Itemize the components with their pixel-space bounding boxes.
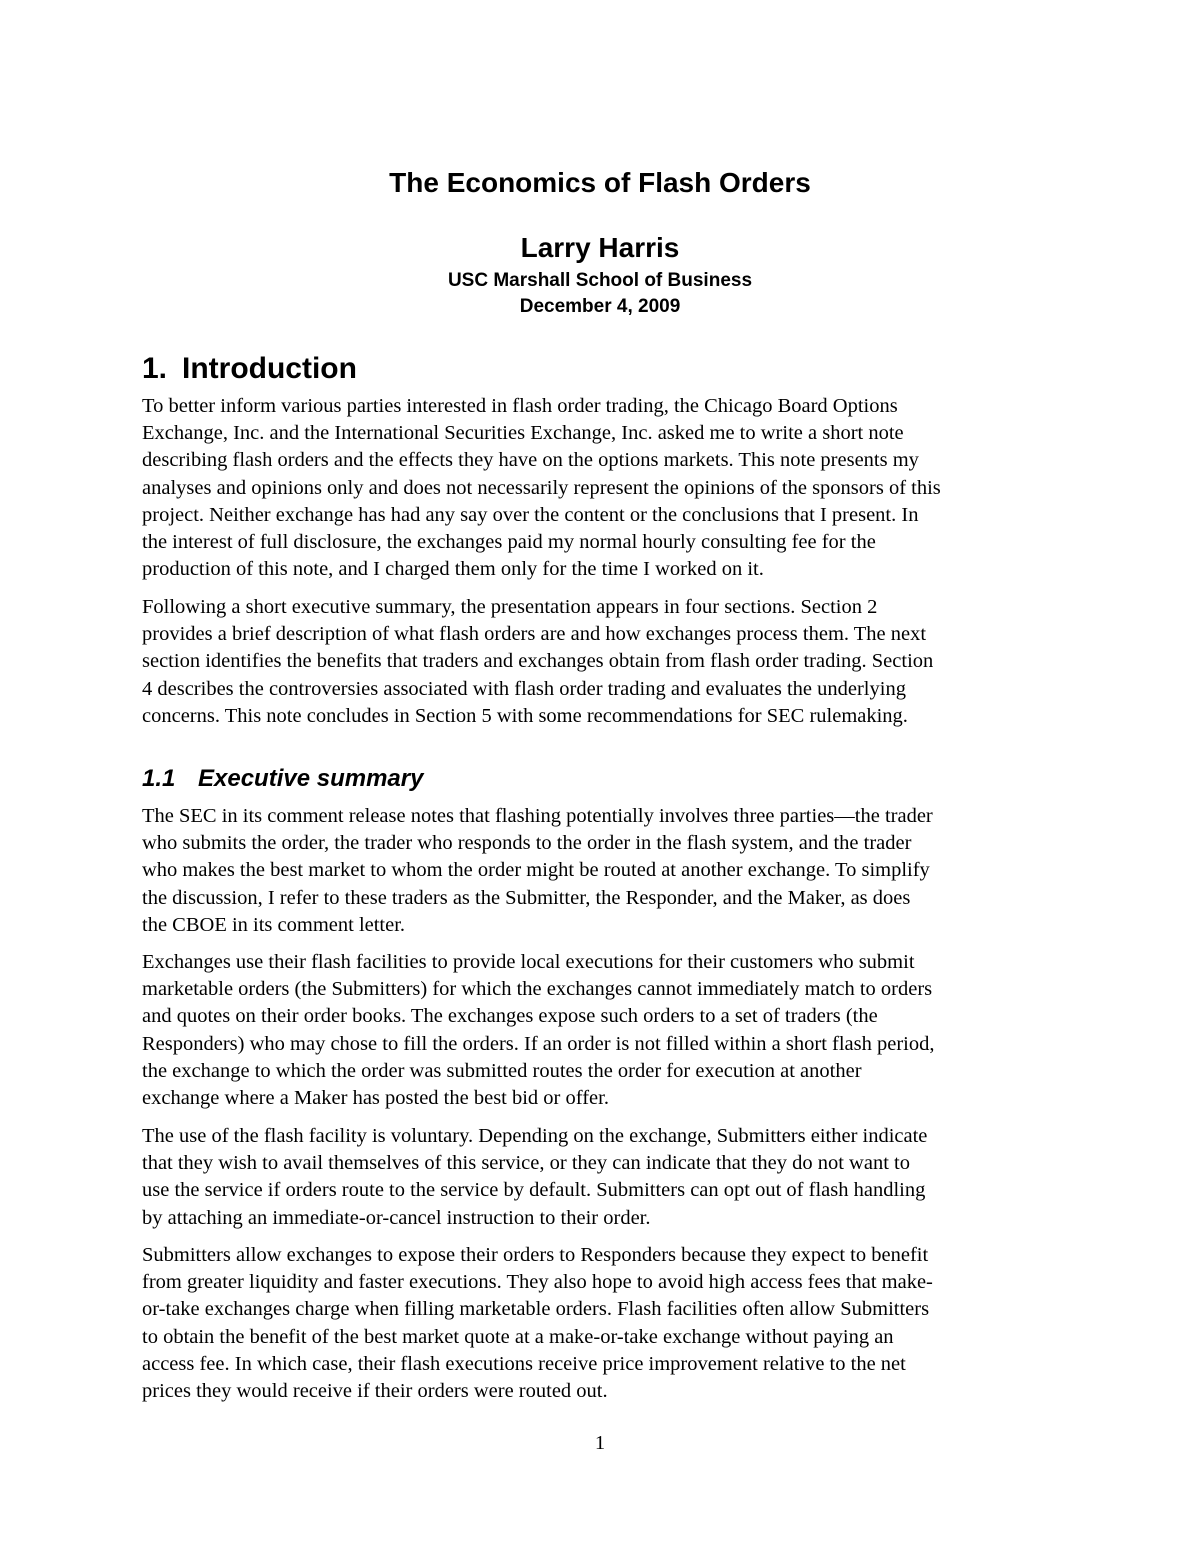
section-number: 1. [142, 352, 168, 385]
subsection-number: 1.1 [142, 765, 176, 792]
text-line: that they wish to avail themselves of this service, or they can indicate that they do not want to [142, 1152, 910, 1175]
subsection-heading-executive-summary [142, 764, 423, 794]
text-line: Submitters allow exchanges to expose their orders to Responders because they expect to benefit [142, 1244, 929, 1266]
text-line: use the service if orders route to the service by default. Submitters can opt out of flash handling [142, 1179, 926, 1202]
text-line: production of this note, and I charged them only for the time I worked on it. [142, 558, 764, 581]
author-name: Larry Harris [520, 232, 680, 263]
paragraph [142, 393, 1062, 583]
text-line: the CBOE in its comment letter. [142, 913, 406, 936]
text-line: Responders) who may chose to fill the orders. If an order is not filled within a short flash period, [142, 1032, 935, 1055]
text-line: 4 describes the controversies associated with flash order trading and evaluates the underlying [142, 677, 906, 700]
text-line: The use of the flash facility is voluntary. Depending on the exchange, Submitters either indicate [142, 1125, 928, 1147]
paragraph [142, 803, 1062, 939]
paragraph [142, 594, 1062, 730]
text-line: Exchanges use their flash facilities to provide local executions for their customers who submit [142, 951, 915, 973]
text-line: the exchange to which the order was submitted routes the order for execution at another [142, 1059, 862, 1082]
text-line: analyses and opinions only and does not necessarily represent the opinions of the sponsors of this [142, 476, 941, 499]
text-line: from greater liquidity and faster executions. They also hope to avoid high access fees that make- [142, 1271, 933, 1294]
text-line: prices they would receive if their orders were routed out. [142, 1379, 608, 1402]
text-line: project. Neither exchange has had any say over the content or the conclusions that I present. In [142, 503, 919, 526]
section-title: Introduction [182, 352, 357, 385]
paragraph [142, 1242, 1062, 1405]
document-date: December 4, 2009 [519, 296, 681, 317]
text-line: who makes the best market to whom the order might be routed at another exchange. To simplify [142, 859, 930, 882]
text-line: To better inform various parties interested in flash order trading, the Chicago Board Options [142, 395, 898, 417]
section-heading-introduction [142, 351, 357, 387]
text-line: the interest of full disclosure, the exchanges paid my normal hourly consulting fee for the [142, 530, 876, 553]
text-line: Exchange, Inc. and the International Securities Exchange, Inc. asked me to write a short note [142, 422, 904, 445]
page-number: 1 [594, 1432, 606, 1454]
text-line: to obtain the benefit of the best market quote at a make-or-take exchange without paying an [142, 1325, 894, 1348]
text-line: who submits the order, the trader who responds to the order in the flash system, and the trader [142, 832, 912, 855]
text-line: concerns. This note concludes in Section 5 with some recommendations for SEC rulemaking. [142, 704, 908, 727]
paragraph [142, 1123, 1062, 1232]
text-line: by attaching an immediate-or-cancel instruction to their order. [142, 1206, 651, 1229]
author-affiliation: USC Marshall School of Business [447, 270, 753, 291]
text-line: or-take exchanges charge when filling marketable orders. Flash facilities often allow Submitters [142, 1298, 930, 1321]
text-line: access fee. In which case, their flash executions receive price improvement relative to the net [142, 1352, 906, 1375]
document-title: The Economics of Flash Orders [389, 167, 811, 198]
text-line: provides a brief description of what flash orders are and how exchanges process them. The next [142, 623, 927, 646]
text-line: describing flash orders and the effects they have on the options markets. This note presents my [142, 449, 919, 472]
text-line: section identifies the benefits that traders and exchanges obtain from flash order trading. Section [142, 650, 934, 673]
text-line: Following a short executive summary, the presentation appears in four sections. Section 2 [142, 596, 878, 618]
text-line: and quotes on their order books. The exchanges expose such orders to a set of traders (the [142, 1005, 878, 1028]
subsection-title: Executive summary [198, 765, 424, 792]
text-line: The SEC in its comment release notes that flashing potentially involves three parties—the trader [142, 805, 933, 827]
text-line: marketable orders (the Submitters) for which the exchanges cannot immediately match to orders [142, 978, 933, 1001]
paragraph [142, 949, 1062, 1112]
text-line: the discussion, I refer to these traders as the Submitter, the Responder, and the Maker, as does [142, 886, 911, 909]
text-line: exchange where a Maker has posted the best bid or offer. [142, 1086, 609, 1109]
